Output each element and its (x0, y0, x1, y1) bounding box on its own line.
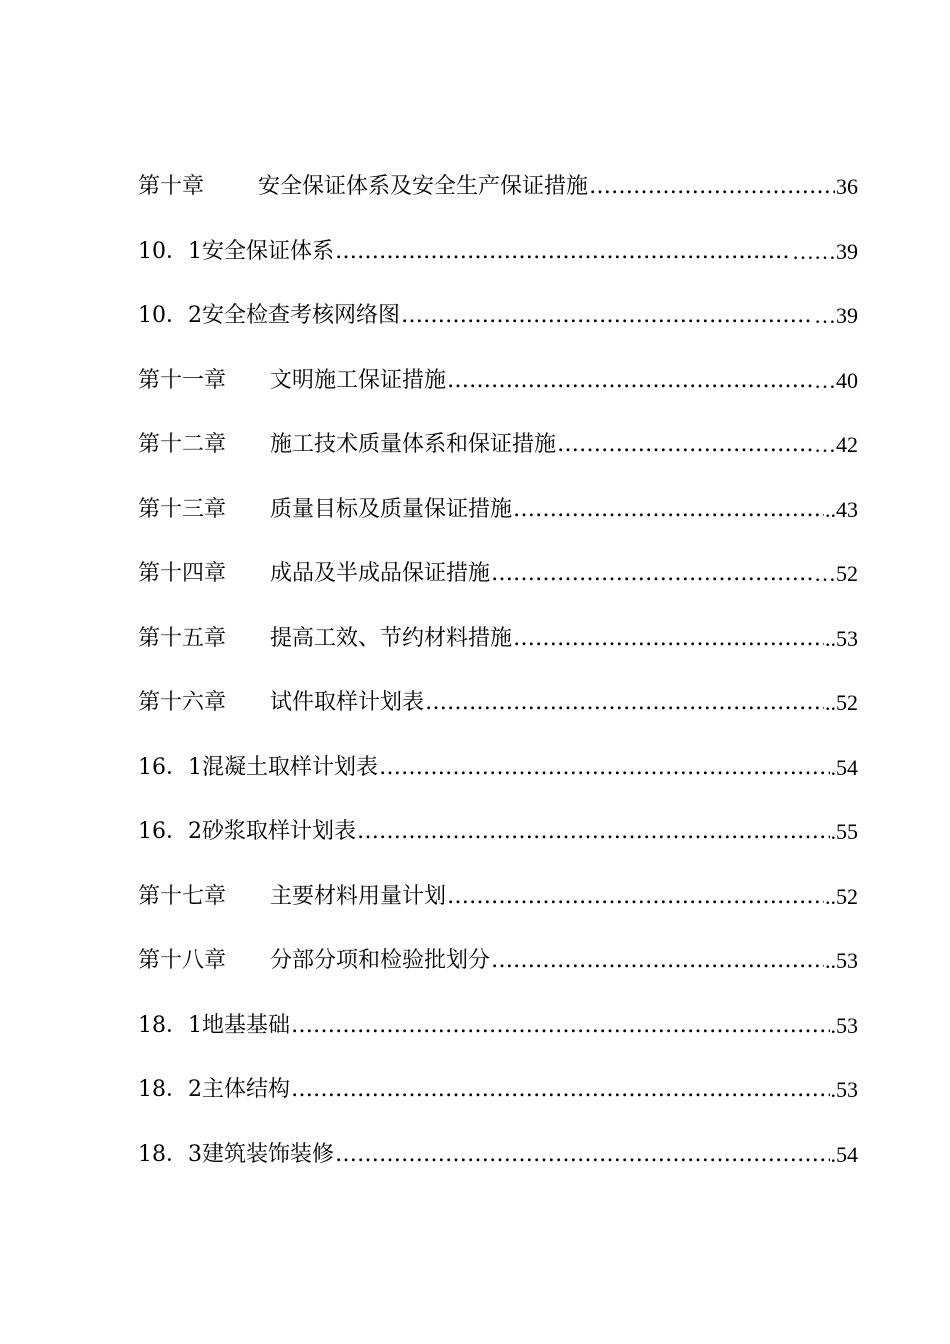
toc-entry[interactable] (138, 929, 858, 994)
toc-entry[interactable] (138, 413, 858, 478)
toc-dot-leader (357, 814, 830, 850)
toc-chapter-label: 第十一章 (138, 367, 227, 393)
toc-entry-title: 18．2主体结构 (138, 1077, 290, 1103)
toc-page-number: ..43 (825, 496, 858, 522)
toc-entry-title: 10．1安全保证体系 (138, 238, 334, 264)
toc-entry-title: 施工技术质量体系和保证措施 (270, 432, 557, 458)
toc-dot-leader (513, 621, 824, 657)
toc-entry-title: 18．3建筑装饰装修 (138, 1141, 334, 1167)
toc-entry[interactable] (138, 478, 858, 543)
toc-entry-title: 提高工效、节约材料措施 (270, 625, 513, 651)
toc-entry[interactable] (138, 284, 858, 349)
toc-page-number: ..52 (825, 690, 858, 716)
toc-dot-leader (589, 169, 835, 205)
toc-dot-leader (491, 556, 813, 592)
toc-entry-title: 分部分项和检验批划分 (270, 948, 491, 974)
toc-chapter-label: 第十七章 (138, 883, 227, 909)
toc-page-number: .55 (830, 819, 858, 845)
toc-entry[interactable] (138, 155, 858, 220)
toc-entry-title: 16．2砂浆取样计划表 (138, 819, 356, 845)
toc-entry[interactable] (138, 220, 858, 285)
toc-dot-leader (447, 363, 813, 399)
toc-entry-title: 质量目标及质量保证措施 (270, 496, 513, 522)
toc-dot-leader (447, 879, 824, 915)
toc-dot-leader (491, 943, 824, 979)
toc-entry[interactable] (138, 800, 858, 865)
toc-page-number: ..52 (825, 883, 858, 909)
toc-entry-title: 成品及半成品保证措施 (270, 561, 491, 587)
toc-chapter-label: 第十二章 (138, 432, 227, 458)
toc-page-number: .54 (830, 754, 858, 780)
toc-dot-leader (379, 750, 830, 786)
toc-chapter-label: 第十五章 (138, 625, 227, 651)
toc-entry-title: 10．2安全检查考核网络图 (138, 303, 400, 329)
toc-entry[interactable] (138, 607, 858, 672)
toc-entry[interactable] (138, 349, 858, 414)
toc-chapter-label: 第十六章 (138, 690, 227, 716)
toc-page-number: .53 (830, 1077, 858, 1103)
toc-page-number: …39 (814, 303, 858, 329)
toc-dot-leader (401, 298, 813, 334)
toc-page-number: .53 (830, 1012, 858, 1038)
toc-entry[interactable] (138, 1058, 858, 1123)
toc-dot-leader (335, 1137, 830, 1173)
toc-entry[interactable] (138, 1123, 858, 1188)
toc-entry[interactable] (138, 736, 858, 801)
toc-entry[interactable] (138, 994, 858, 1059)
toc-entry-title: 试件取样计划表 (270, 690, 425, 716)
toc-dot-leader (513, 492, 824, 528)
toc-entry[interactable] (138, 865, 858, 930)
toc-page-number: …52 (814, 561, 858, 587)
toc-entry[interactable] (138, 671, 858, 736)
toc-page-number: ..53 (825, 625, 858, 651)
table-of-contents (138, 155, 858, 1187)
toc-chapter-label: 第十章 (138, 174, 205, 200)
toc-page-number: ..53 (825, 948, 858, 974)
toc-entry-title: 18．1地基基础 (138, 1012, 290, 1038)
toc-entry-title: 文明施工保证措施 (270, 367, 447, 393)
toc-entry-title: 安全保证体系及安全生产保证措施 (258, 174, 589, 200)
toc-page-number: 36 (836, 174, 858, 200)
toc-dot-leader (335, 234, 791, 270)
toc-dot-leader (425, 685, 824, 721)
toc-entry-title: 主要材料用量计划 (270, 883, 447, 909)
toc-chapter-label: 第十八章 (138, 948, 227, 974)
toc-chapter-label: 第十三章 (138, 496, 227, 522)
toc-page-number: …42 (814, 432, 858, 458)
toc-dot-leader (291, 1072, 830, 1108)
toc-dot-leader (291, 1008, 830, 1044)
toc-dot-leader (557, 427, 813, 463)
toc-entry-title: 16．1混凝土取样计划表 (138, 754, 378, 780)
toc-page-number: .54 (830, 1141, 858, 1167)
toc-page-number: ……39 (792, 238, 858, 264)
toc-page-number: …40 (814, 367, 858, 393)
toc-entry[interactable] (138, 542, 858, 607)
toc-chapter-label: 第十四章 (138, 561, 227, 587)
